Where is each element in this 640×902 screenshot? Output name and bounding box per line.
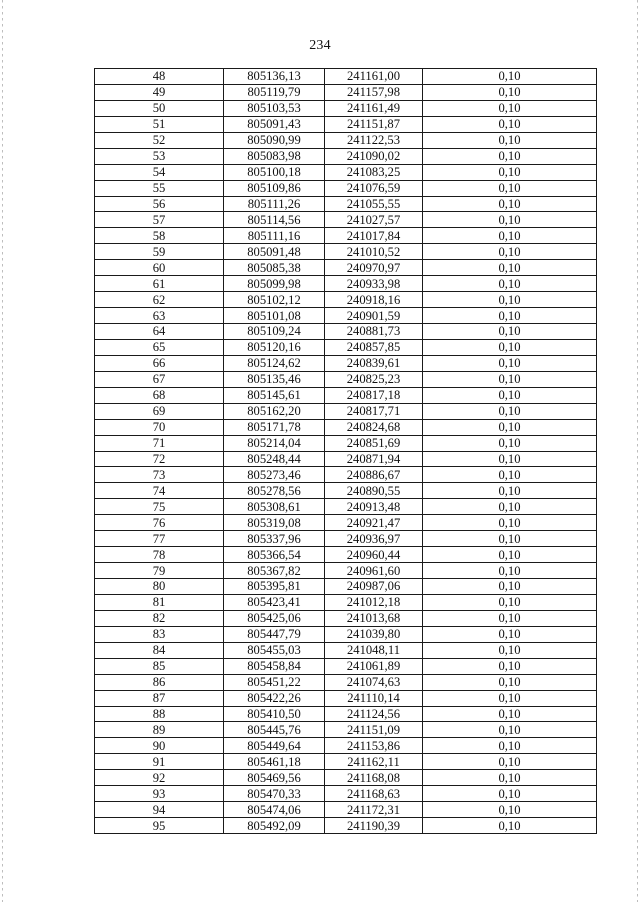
- y-coordinate-cell: 240970,97: [325, 260, 423, 276]
- x-coordinate-cell: 805091,43: [224, 116, 325, 132]
- point-number-cell: 71: [95, 435, 224, 451]
- table-row: [95, 339, 597, 355]
- table-row: [95, 212, 597, 228]
- accuracy-cell: 0,10: [423, 212, 597, 228]
- x-coordinate-cell: 805423,41: [224, 594, 325, 610]
- x-coordinate-cell: 805111,26: [224, 196, 325, 212]
- y-coordinate-cell: 241162,11: [325, 754, 423, 770]
- accuracy-cell: 0,10: [423, 499, 597, 515]
- accuracy-cell: 0,10: [423, 754, 597, 770]
- point-number-cell: 53: [95, 148, 224, 164]
- point-number-cell: 69: [95, 403, 224, 419]
- table-row: [95, 324, 597, 340]
- x-coordinate-cell: 805319,08: [224, 515, 325, 531]
- y-coordinate-cell: 241161,00: [325, 69, 423, 85]
- accuracy-cell: 0,10: [423, 308, 597, 324]
- point-number-cell: 64: [95, 324, 224, 340]
- point-number-cell: 52: [95, 132, 224, 148]
- point-number-cell: 56: [95, 196, 224, 212]
- x-coordinate-cell: 805461,18: [224, 754, 325, 770]
- x-coordinate-cell: 805100,18: [224, 164, 325, 180]
- coordinates-table: [94, 68, 597, 834]
- point-number-cell: 86: [95, 674, 224, 690]
- x-coordinate-cell: 805145,61: [224, 387, 325, 403]
- x-coordinate-cell: 805114,56: [224, 212, 325, 228]
- point-number-cell: 83: [95, 626, 224, 642]
- table-row: [95, 228, 597, 244]
- x-coordinate-cell: 805124,62: [224, 355, 325, 371]
- table-row: [95, 387, 597, 403]
- y-coordinate-cell: 241074,63: [325, 674, 423, 690]
- accuracy-cell: 0,10: [423, 371, 597, 387]
- table-row: [95, 451, 597, 467]
- y-coordinate-cell: 241124,56: [325, 706, 423, 722]
- y-coordinate-cell: 240890,55: [325, 483, 423, 499]
- x-coordinate-cell: 805162,20: [224, 403, 325, 419]
- table-row: [95, 515, 597, 531]
- y-coordinate-cell: 241083,25: [325, 164, 423, 180]
- accuracy-cell: 0,10: [423, 228, 597, 244]
- point-number-cell: 66: [95, 355, 224, 371]
- accuracy-cell: 0,10: [423, 164, 597, 180]
- table-row: [95, 132, 597, 148]
- y-coordinate-cell: 240817,71: [325, 403, 423, 419]
- y-coordinate-cell: 241172,31: [325, 802, 423, 818]
- table-row: [95, 642, 597, 658]
- accuracy-cell: 0,10: [423, 355, 597, 371]
- y-coordinate-cell: 240886,67: [325, 467, 423, 483]
- accuracy-cell: 0,10: [423, 610, 597, 626]
- point-number-cell: 91: [95, 754, 224, 770]
- accuracy-cell: 0,10: [423, 435, 597, 451]
- y-coordinate-cell: 241110,14: [325, 690, 423, 706]
- y-coordinate-cell: 241010,52: [325, 244, 423, 260]
- accuracy-cell: 0,10: [423, 84, 597, 100]
- point-number-cell: 74: [95, 483, 224, 499]
- table-row: [95, 626, 597, 642]
- x-coordinate-cell: 805273,46: [224, 467, 325, 483]
- point-number-cell: 68: [95, 387, 224, 403]
- accuracy-cell: 0,10: [423, 579, 597, 595]
- table-row: [95, 435, 597, 451]
- point-number-cell: 89: [95, 722, 224, 738]
- accuracy-cell: 0,10: [423, 818, 597, 834]
- accuracy-cell: 0,10: [423, 387, 597, 403]
- y-coordinate-cell: 240960,44: [325, 547, 423, 563]
- x-coordinate-cell: 805367,82: [224, 563, 325, 579]
- point-number-cell: 79: [95, 563, 224, 579]
- point-number-cell: 75: [95, 499, 224, 515]
- table-row: [95, 180, 597, 196]
- x-coordinate-cell: 805451,22: [224, 674, 325, 690]
- x-coordinate-cell: 805455,03: [224, 642, 325, 658]
- y-coordinate-cell: 240817,18: [325, 387, 423, 403]
- table-row: [95, 738, 597, 754]
- x-coordinate-cell: 805410,50: [224, 706, 325, 722]
- accuracy-cell: 0,10: [423, 148, 597, 164]
- x-coordinate-cell: 805120,16: [224, 339, 325, 355]
- accuracy-cell: 0,10: [423, 292, 597, 308]
- accuracy-cell: 0,10: [423, 770, 597, 786]
- point-number-cell: 57: [95, 212, 224, 228]
- x-coordinate-cell: 805103,53: [224, 100, 325, 116]
- accuracy-cell: 0,10: [423, 674, 597, 690]
- table-row: [95, 260, 597, 276]
- point-number-cell: 60: [95, 260, 224, 276]
- y-coordinate-cell: 241017,84: [325, 228, 423, 244]
- point-number-cell: 94: [95, 802, 224, 818]
- x-coordinate-cell: 805102,12: [224, 292, 325, 308]
- y-coordinate-cell: 241153,86: [325, 738, 423, 754]
- x-coordinate-cell: 805337,96: [224, 531, 325, 547]
- table-row: [95, 69, 597, 85]
- table-row: [95, 674, 597, 690]
- table-row: [95, 531, 597, 547]
- table-row: [95, 419, 597, 435]
- accuracy-cell: 0,10: [423, 196, 597, 212]
- x-coordinate-cell: 805109,86: [224, 180, 325, 196]
- x-coordinate-cell: 805449,64: [224, 738, 325, 754]
- right-edge-scan-mark: [637, 0, 638, 902]
- x-coordinate-cell: 805366,54: [224, 547, 325, 563]
- y-coordinate-cell: 241122,53: [325, 132, 423, 148]
- table-row: [95, 244, 597, 260]
- table-row: [95, 579, 597, 595]
- accuracy-cell: 0,10: [423, 722, 597, 738]
- point-number-cell: 54: [95, 164, 224, 180]
- y-coordinate-cell: 240918,16: [325, 292, 423, 308]
- y-coordinate-cell: 241039,80: [325, 626, 423, 642]
- accuracy-cell: 0,10: [423, 786, 597, 802]
- point-number-cell: 77: [95, 531, 224, 547]
- x-coordinate-cell: 805469,56: [224, 770, 325, 786]
- accuracy-cell: 0,10: [423, 594, 597, 610]
- x-coordinate-cell: 805101,08: [224, 308, 325, 324]
- x-coordinate-cell: 805248,44: [224, 451, 325, 467]
- table-row: [95, 467, 597, 483]
- table-row: [95, 308, 597, 324]
- point-number-cell: 50: [95, 100, 224, 116]
- accuracy-cell: 0,10: [423, 403, 597, 419]
- x-coordinate-cell: 805109,24: [224, 324, 325, 340]
- y-coordinate-cell: 240913,48: [325, 499, 423, 515]
- y-coordinate-cell: 240871,94: [325, 451, 423, 467]
- accuracy-cell: 0,10: [423, 483, 597, 499]
- y-coordinate-cell: 240851,69: [325, 435, 423, 451]
- accuracy-cell: 0,10: [423, 515, 597, 531]
- table-row: [95, 547, 597, 563]
- table-row: [95, 116, 597, 132]
- y-coordinate-cell: 241168,08: [325, 770, 423, 786]
- accuracy-cell: 0,10: [423, 658, 597, 674]
- point-number-cell: 78: [95, 547, 224, 563]
- table-row: [95, 100, 597, 116]
- coordinates-table-body: [95, 69, 597, 834]
- point-number-cell: 55: [95, 180, 224, 196]
- point-number-cell: 92: [95, 770, 224, 786]
- point-number-cell: 88: [95, 706, 224, 722]
- table-row: [95, 84, 597, 100]
- point-number-cell: 58: [95, 228, 224, 244]
- accuracy-cell: 0,10: [423, 802, 597, 818]
- accuracy-cell: 0,10: [423, 116, 597, 132]
- x-coordinate-cell: 805492,09: [224, 818, 325, 834]
- y-coordinate-cell: 240825,23: [325, 371, 423, 387]
- y-coordinate-cell: 241151,87: [325, 116, 423, 132]
- accuracy-cell: 0,10: [423, 69, 597, 85]
- point-number-cell: 61: [95, 276, 224, 292]
- x-coordinate-cell: 805474,06: [224, 802, 325, 818]
- point-number-cell: 63: [95, 308, 224, 324]
- x-coordinate-cell: 805395,81: [224, 579, 325, 595]
- y-coordinate-cell: 241061,89: [325, 658, 423, 674]
- table-row: [95, 610, 597, 626]
- point-number-cell: 90: [95, 738, 224, 754]
- accuracy-cell: 0,10: [423, 642, 597, 658]
- accuracy-cell: 0,10: [423, 738, 597, 754]
- table-row: [95, 164, 597, 180]
- accuracy-cell: 0,10: [423, 180, 597, 196]
- accuracy-cell: 0,10: [423, 132, 597, 148]
- x-coordinate-cell: 805090,99: [224, 132, 325, 148]
- point-number-cell: 65: [95, 339, 224, 355]
- point-number-cell: 62: [95, 292, 224, 308]
- table-row: [95, 802, 597, 818]
- table-row: [95, 403, 597, 419]
- y-coordinate-cell: 240839,61: [325, 355, 423, 371]
- table-row: [95, 499, 597, 515]
- accuracy-cell: 0,10: [423, 324, 597, 340]
- y-coordinate-cell: 240987,06: [325, 579, 423, 595]
- y-coordinate-cell: 241048,11: [325, 642, 423, 658]
- accuracy-cell: 0,10: [423, 690, 597, 706]
- x-coordinate-cell: 805458,84: [224, 658, 325, 674]
- y-coordinate-cell: 240936,97: [325, 531, 423, 547]
- table-row: [95, 371, 597, 387]
- x-coordinate-cell: 805136,13: [224, 69, 325, 85]
- point-number-cell: 95: [95, 818, 224, 834]
- x-coordinate-cell: 805091,48: [224, 244, 325, 260]
- accuracy-cell: 0,10: [423, 276, 597, 292]
- y-coordinate-cell: 240961,60: [325, 563, 423, 579]
- page-number: 234: [309, 38, 331, 53]
- left-edge-scan-mark: [2, 0, 3, 902]
- accuracy-cell: 0,10: [423, 706, 597, 722]
- accuracy-cell: 0,10: [423, 100, 597, 116]
- table-row: [95, 355, 597, 371]
- point-number-cell: 87: [95, 690, 224, 706]
- point-number-cell: 73: [95, 467, 224, 483]
- x-coordinate-cell: 805085,38: [224, 260, 325, 276]
- accuracy-cell: 0,10: [423, 451, 597, 467]
- y-coordinate-cell: 241055,55: [325, 196, 423, 212]
- x-coordinate-cell: 805447,79: [224, 626, 325, 642]
- y-coordinate-cell: 241157,98: [325, 84, 423, 100]
- x-coordinate-cell: 805422,26: [224, 690, 325, 706]
- point-number-cell: 59: [95, 244, 224, 260]
- table-row: [95, 754, 597, 770]
- point-number-cell: 85: [95, 658, 224, 674]
- point-number-cell: 82: [95, 610, 224, 626]
- x-coordinate-cell: 805308,61: [224, 499, 325, 515]
- x-coordinate-cell: 805083,98: [224, 148, 325, 164]
- table-row: [95, 196, 597, 212]
- point-number-cell: 84: [95, 642, 224, 658]
- x-coordinate-cell: 805445,76: [224, 722, 325, 738]
- point-number-cell: 72: [95, 451, 224, 467]
- point-number-cell: 70: [95, 419, 224, 435]
- x-coordinate-cell: 805119,79: [224, 84, 325, 100]
- table-row: [95, 786, 597, 802]
- accuracy-cell: 0,10: [423, 244, 597, 260]
- x-coordinate-cell: 805425,06: [224, 610, 325, 626]
- y-coordinate-cell: 241090,02: [325, 148, 423, 164]
- y-coordinate-cell: 241027,57: [325, 212, 423, 228]
- y-coordinate-cell: 241012,18: [325, 594, 423, 610]
- accuracy-cell: 0,10: [423, 339, 597, 355]
- table-row: [95, 276, 597, 292]
- table-row: [95, 818, 597, 834]
- table-row: [95, 563, 597, 579]
- accuracy-cell: 0,10: [423, 531, 597, 547]
- table-row: [95, 722, 597, 738]
- y-coordinate-cell: 240921,47: [325, 515, 423, 531]
- x-coordinate-cell: 805171,78: [224, 419, 325, 435]
- accuracy-cell: 0,10: [423, 547, 597, 563]
- accuracy-cell: 0,10: [423, 419, 597, 435]
- y-coordinate-cell: 241161,49: [325, 100, 423, 116]
- x-coordinate-cell: 805135,46: [224, 371, 325, 387]
- y-coordinate-cell: 241168,63: [325, 786, 423, 802]
- accuracy-cell: 0,10: [423, 260, 597, 276]
- point-number-cell: 51: [95, 116, 224, 132]
- y-coordinate-cell: 241076,59: [325, 180, 423, 196]
- point-number-cell: 93: [95, 786, 224, 802]
- table-row: [95, 483, 597, 499]
- point-number-cell: 80: [95, 579, 224, 595]
- point-number-cell: 81: [95, 594, 224, 610]
- table-row: [95, 292, 597, 308]
- table-row: [95, 770, 597, 786]
- accuracy-cell: 0,10: [423, 626, 597, 642]
- x-coordinate-cell: 805278,56: [224, 483, 325, 499]
- table-row: [95, 594, 597, 610]
- y-coordinate-cell: 241190,39: [325, 818, 423, 834]
- point-number-cell: 49: [95, 84, 224, 100]
- table-row: [95, 690, 597, 706]
- y-coordinate-cell: 240857,85: [325, 339, 423, 355]
- y-coordinate-cell: 240824,68: [325, 419, 423, 435]
- point-number-cell: 48: [95, 69, 224, 85]
- table-row: [95, 148, 597, 164]
- y-coordinate-cell: 240933,98: [325, 276, 423, 292]
- point-number-cell: 76: [95, 515, 224, 531]
- table-row: [95, 658, 597, 674]
- point-number-cell: 67: [95, 371, 224, 387]
- accuracy-cell: 0,10: [423, 467, 597, 483]
- x-coordinate-cell: 805111,16: [224, 228, 325, 244]
- y-coordinate-cell: 241013,68: [325, 610, 423, 626]
- y-coordinate-cell: 240881,73: [325, 324, 423, 340]
- accuracy-cell: 0,10: [423, 563, 597, 579]
- x-coordinate-cell: 805099,98: [224, 276, 325, 292]
- x-coordinate-cell: 805214,04: [224, 435, 325, 451]
- y-coordinate-cell: 240901,59: [325, 308, 423, 324]
- y-coordinate-cell: 241151,09: [325, 722, 423, 738]
- table-row: [95, 706, 597, 722]
- x-coordinate-cell: 805470,33: [224, 786, 325, 802]
